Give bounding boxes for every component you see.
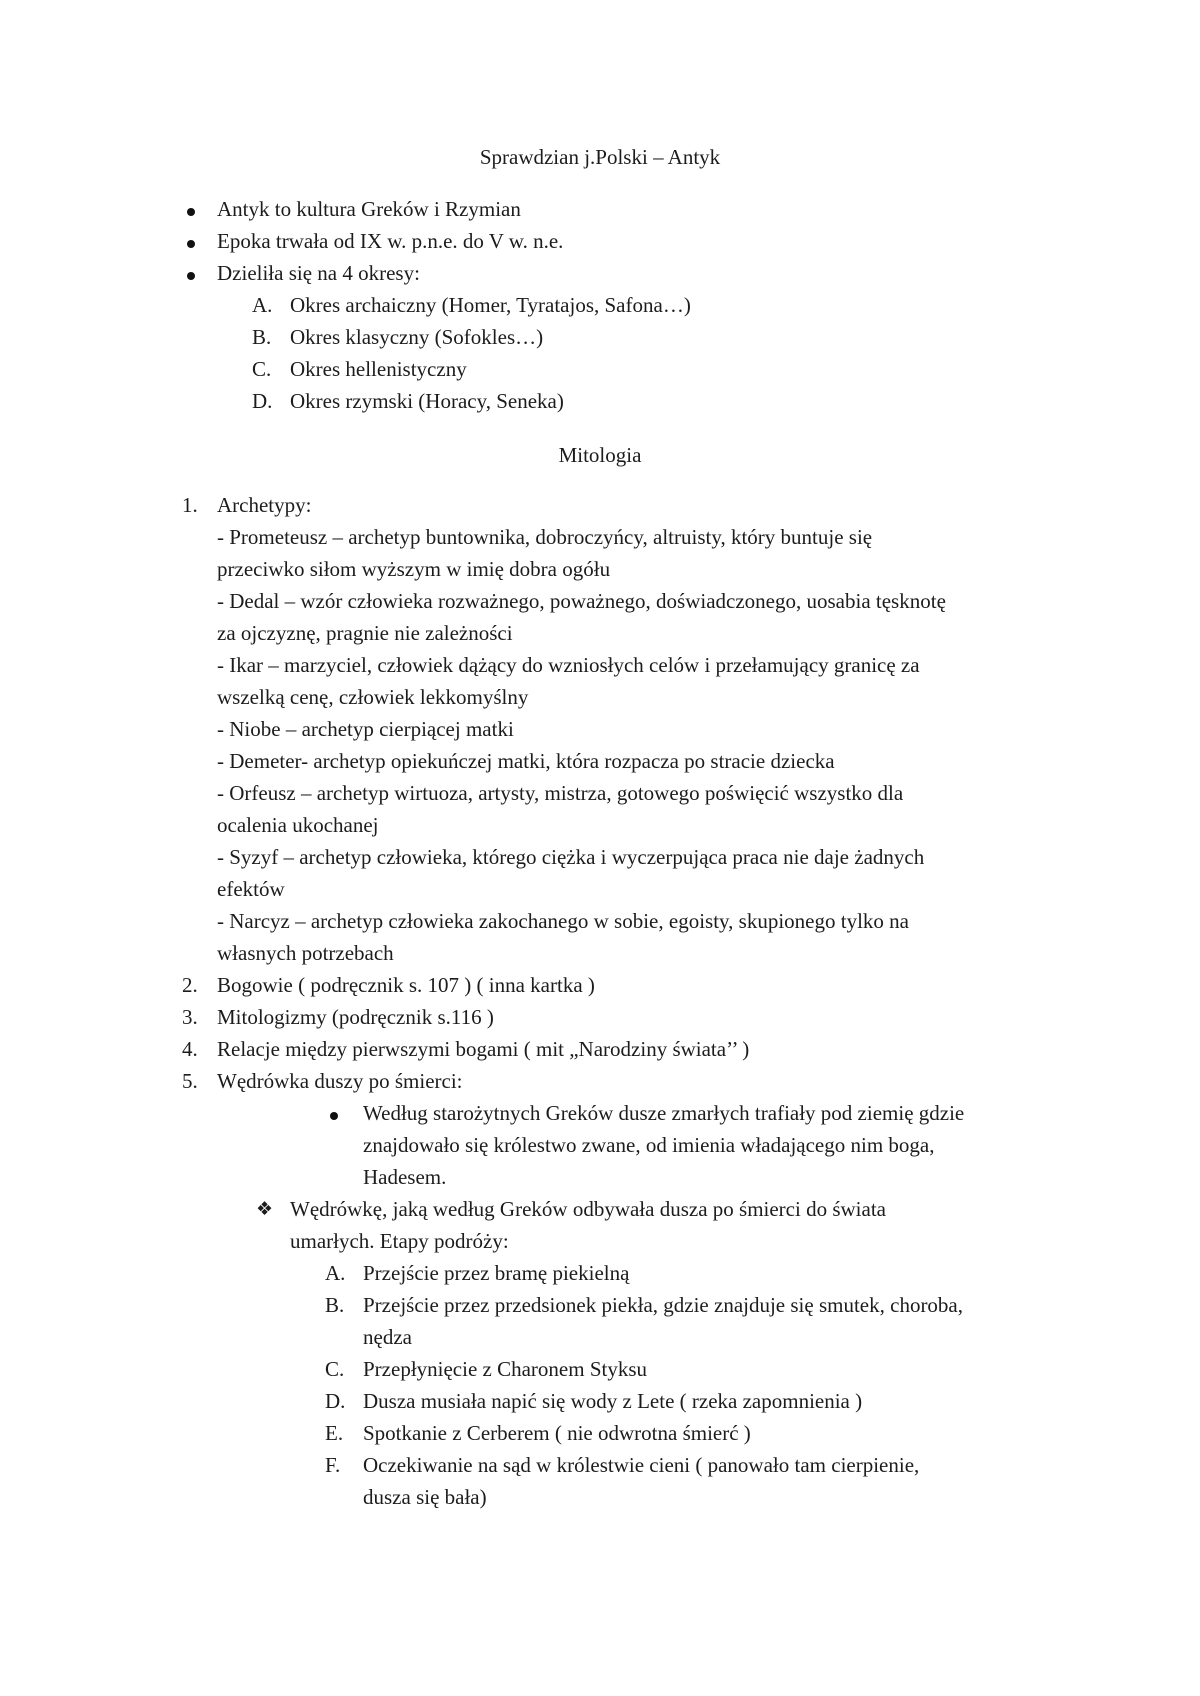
item-marker: 5. xyxy=(182,1069,198,1093)
period-marker: C. xyxy=(252,357,272,381)
archetype-line: - Niobe – archetyp cierpiącej matki xyxy=(217,717,514,741)
archetype-line: ocalenia ukochanej xyxy=(217,813,379,837)
period-text: Okres archaiczny (Homer, Tyratajos, Safona…) xyxy=(290,293,691,317)
item-text: Mitologizmy (podręcznik s.116 ) xyxy=(217,1005,494,1029)
bullet-icon xyxy=(187,208,195,216)
stage-text: Przepłynięcie z Charonem Styksu xyxy=(363,1357,648,1381)
stage-marker: E. xyxy=(325,1421,344,1445)
archetype-line: - Prometeusz – archetyp buntownika, dobroczyńcy, altruisty, który buntuje się xyxy=(217,525,873,549)
stage-marker: A. xyxy=(325,1261,346,1285)
intro-bullet: Antyk to kultura Greków i Rzymian xyxy=(217,197,521,221)
section-title: Mitologia xyxy=(558,443,642,467)
stage-marker: D. xyxy=(325,1389,346,1413)
stage-marker: C. xyxy=(325,1357,345,1381)
stage-marker: F. xyxy=(325,1453,341,1477)
item-text: Relacje między pierwszymi bogami ( mit „Narodziny świata’’ ) xyxy=(217,1037,750,1061)
journey-line: Wędrówkę, jaką według Greków odbywała dusza po śmierci do świata xyxy=(290,1197,886,1221)
archetype-line: własnych potrzebach xyxy=(217,941,394,965)
item-marker: 2. xyxy=(182,973,198,997)
period-text: Okres klasyczny (Sofokles…) xyxy=(290,325,544,349)
bullet-icon xyxy=(187,240,195,248)
period-text: Okres rzymski (Horacy, Seneka) xyxy=(290,389,564,413)
item-marker: 3. xyxy=(182,1005,198,1029)
archetype-line: - Narcyz – archetyp człowieka zakochanego w sobie, egoisty, skupionego tylko na xyxy=(217,909,909,933)
bullet-icon xyxy=(330,1112,338,1120)
stage-text: Oczekiwanie na sąd w królestwie cieni ( panowało tam cierpienie, xyxy=(363,1453,920,1477)
item-text: Wędrówka duszy po śmierci: xyxy=(217,1069,463,1093)
document-title: Sprawdzian j.Polski – Antyk xyxy=(479,145,721,169)
period-marker: A. xyxy=(252,293,273,317)
archetype-line: - Dedal – wzór człowieka rozważnego, poważnego, doświadczonego, uosabia tęsknotę xyxy=(217,589,946,613)
period-text: Okres hellenistyczny xyxy=(290,357,467,381)
bullet-icon xyxy=(187,272,195,280)
stage-marker: B. xyxy=(325,1293,345,1317)
intro-bullet: Dzieliła się na 4 okresy: xyxy=(217,261,420,285)
archetype-line: - Syzyf – archetyp człowieka, którego ciężka i wyczerpująca praca nie daje żadnych xyxy=(217,845,925,869)
diamond-bullet-icon: ❖ xyxy=(256,1198,274,1220)
archetype-line: wszelką cenę, człowiek lekkomyślny xyxy=(217,685,529,709)
item-marker: 1. xyxy=(182,493,198,517)
stage-text: Przejście przez przedsionek piekła, gdzie znajduje się smutek, choroba, xyxy=(363,1293,964,1317)
archetype-line: - Demeter- archetyp opiekuńczej matki, która rozpacza po stracie dziecka xyxy=(217,749,835,773)
item-marker: 4. xyxy=(182,1037,198,1061)
archetype-line: za ojczyznę, pragnie nie zależności xyxy=(217,621,513,645)
period-marker: B. xyxy=(252,325,272,349)
period-marker: D. xyxy=(252,389,273,413)
item-text: Archetypy: xyxy=(217,493,312,517)
archetype-line: przeciwko siłom wyższym w imię dobra ogółu xyxy=(217,557,611,581)
stage-text: Przejście przez bramę piekielną xyxy=(363,1261,630,1285)
stage-text: Dusza musiała napić się wody z Lete ( rzeka zapomnienia ) xyxy=(363,1389,863,1413)
archetype-line: - Ikar – marzyciel, człowiek dążący do wzniosłych celów i przełamujący granicę za xyxy=(217,653,920,677)
archetype-line: efektów xyxy=(217,877,285,901)
journey-line: umarłych. Etapy podróży: xyxy=(290,1229,509,1253)
intro-bullet: Epoka trwała od IX w. p.n.e. do V w. n.e. xyxy=(217,229,564,253)
underworld-line: Według starożytnych Greków dusze zmarłych trafiały pod ziemię gdzie xyxy=(363,1101,965,1125)
archetype-line: - Orfeusz – archetyp wirtuoza, artysty, mistrza, gotowego poświęcić wszystko dla xyxy=(217,781,904,805)
stage-text: nędza xyxy=(363,1325,412,1349)
item-text: Bogowie ( podręcznik s. 107 ) ( inna kartka ) xyxy=(217,973,595,997)
stage-text: Spotkanie z Cerberem ( nie odwrotna śmierć ) xyxy=(363,1421,751,1445)
stage-text: dusza się bała) xyxy=(363,1485,487,1509)
underworld-line: Hadesem. xyxy=(363,1165,447,1189)
underworld-line: znajdowało się królestwo zwane, od imienia władającego nim boga, xyxy=(363,1133,935,1157)
